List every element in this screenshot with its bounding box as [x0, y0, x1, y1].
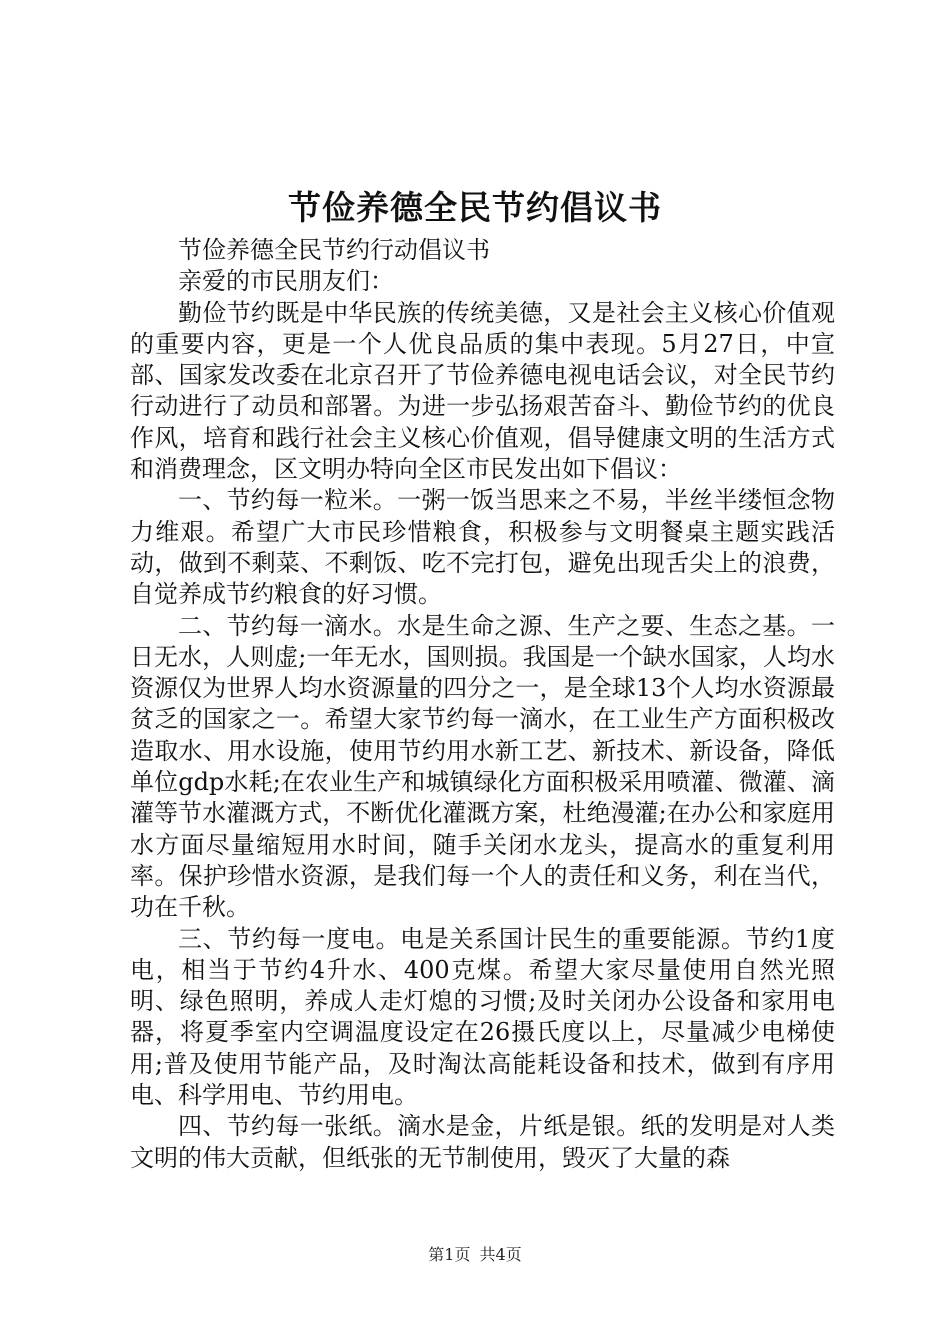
paragraph-paper: 四、节约每一张纸。滴水是金，片纸是银。纸的发明是对人类文明的伟大贡献，但纸张的无节制使用，毁灭了大量的森: [130, 1112, 835, 1172]
page-number: 第1页: [428, 1245, 471, 1264]
paragraph-subtitle: 节俭养德全民节约行动倡议书: [178, 236, 490, 264]
document-title: 节俭养德全民节约倡议书: [288, 188, 662, 227]
paragraph-salutation: 亲爱的市民朋友们：: [178, 267, 394, 296]
paragraph-intro: 勤俭节约既是中华民族的传统美德，又是社会主义核心价值观的重要内容，更是一个人优良品质的集中表现。5月27日，中宣部、国家发改委在北京召开了节俭养德电视电话会议，对全民节约行动进行了动员和部署。为进一步弘扬艰苦奋斗、勤俭节约的优良作风，培育和践行社会主义核心价值观，倡导健康文明的生活方式和消费理念，区文明办特向全区市民发出如下倡议：: [130, 298, 835, 484]
document-body: [130, 235, 835, 1174]
paragraph-rice: 一、节约每一粒米。一粥一饭当思来之不易，半丝半缕恒念物力维艰。希望广大市民珍惜粮食，积极参与文明餐桌主题实践活动，做到不剩菜、不剩饭、吃不完打包，避免出现舌尖上的浪费，自觉养成节约粮食的好习惯。: [130, 486, 835, 609]
page-total: 共4页: [479, 1245, 522, 1264]
page-footer: [0, 1243, 950, 1267]
paragraph-water: 二、节约每一滴水。水是生命之源、生产之要、生态之基。一日无水，人则虚;一年无水，国则损。我国是一个缺水国家，人均水资源仅为世界人均水资源量的四分之一，是全球13个人均水资源最贫乏的国家之一。希望大家节约每一滴水，在工业生产方面积极改造取水、用水设施，使用节约用水新工艺、新技术、新设备，降低单位gdp水耗;在农业生产和城镇绿化方面积极采用喷灌、微灌、滴灌等节水灌溉方式，不断优化灌溉方案，杜绝漫灌;在办公和家庭用水方面尽量缩短用水时间，随手关闭水龙头，提高水的重复利用率。保护珍惜水资源，是我们每一个人的责任和义务，利在当代，功在千秋。: [130, 611, 835, 922]
paragraph-electricity: 三、节约每一度电。电是关系国计民生的重要能源。节约1度电，相当于节约4升水、400克煤。希望大家尽量使用自然光照明、绿色照明，养成人走灯熄的习惯;及时关闭办公设备和家用电器，将夏季室内空调温度设定在26摄氏度以上，尽量减少电梯使用;普及使用节能产品，及时淘汰高能耗设备和技术，做到有序用电、科学用电、节约用电。: [130, 924, 835, 1110]
